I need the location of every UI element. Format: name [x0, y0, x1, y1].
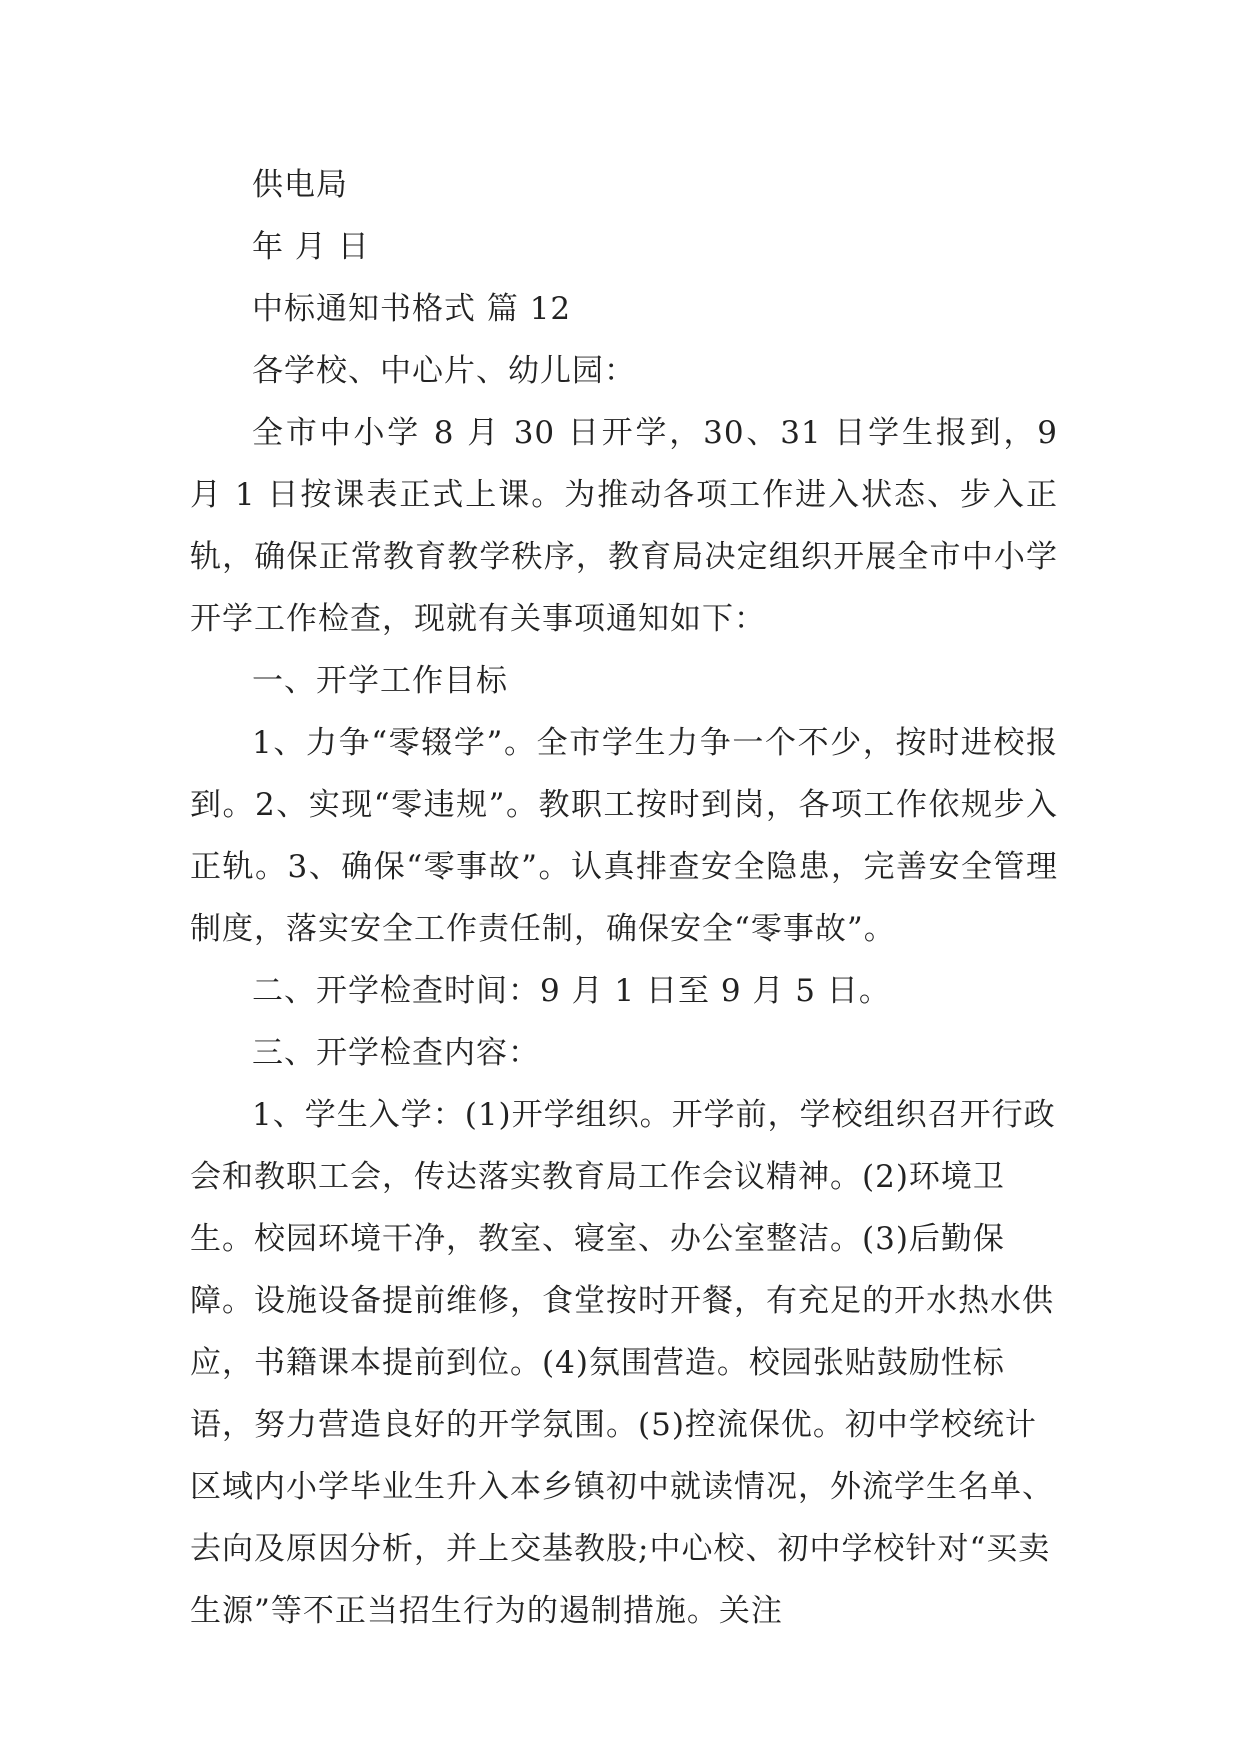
body-paragraph-enrollment: 1、学生入学：(1)开学组织。开学前，学校组织召开行政会和教职工会，传达落实教育局工作会议精神。(2)环境卫生。校园环境干净，教室、寝室、办公室整洁。(3)后勤保障。设施设备提前维修，食堂按时开餐，有充足的开水热水供应，书籍课本提前到位。(4)氛围营造。校园张贴鼓励性标语，努力营造良好的开学氛围。(5)控流保优。初中学校统计区域内小学毕业生升入本乡镇初中就读情况，外流学生名单、去向及原因分析，并上交基教股;中心校、初中学校针对“买卖生源”等不正当招生行为的遏制措施。关注 [190, 1097, 1056, 1629]
heading-content: 三、开学检查内容： [252, 1035, 540, 1071]
heading-goals: 一、开学工作目标 [252, 663, 508, 699]
section-heading: 中标通知书格式 篇 12 [252, 291, 572, 327]
signature-date: 年 月 日 [252, 229, 370, 265]
document-body [190, 154, 1058, 1642]
body-paragraph-intro: 全市中小学 8 月 30 日开学，30、31 日学生报到，9 月 1 日按课表正式上课。为推动各项工作进入状态、步入正轨，确保正常教育教学秩序，教育局决定组织开展全市中小学开学工作检查，现就有关事项通知如下： [190, 415, 1058, 637]
heading-schedule: 二、开学检查时间：9 月 1 日至 9 月 5 日。 [252, 973, 891, 1009]
signature-issuer: 供电局 [252, 167, 348, 203]
salutation: 各学校、中心片、幼儿园： [252, 353, 636, 389]
body-paragraph-goals: 1、力争“零辍学”。全市学生力争一个不少，按时进校报到。2、实现“零违规”。教职工按时到岗，各项工作依规步入正轨。3、确保“零事故”。认真排查安全隐患，完善安全管理制度，落实安全工作责任制，确保安全“零事故”。 [190, 725, 1058, 947]
